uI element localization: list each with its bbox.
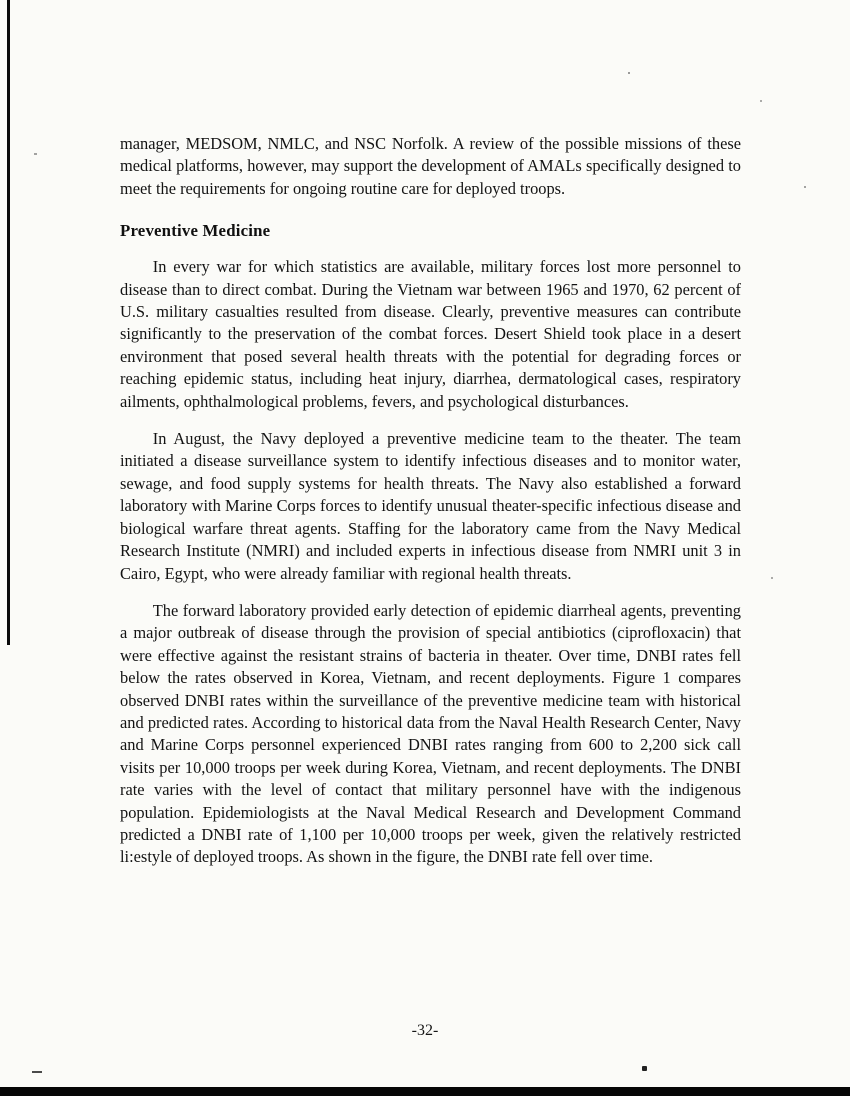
scan-artifact-speck <box>628 72 630 74</box>
document-page <box>120 133 741 869</box>
paragraph-body-1: In every war for which statistics are available, military forces lost more personnel to disease than to direct combat. During the Vietnam war between 1965 and 1970, 62 percent of U.S. military casualties resulted from disease. Clearly, preventive measures can contribute significantly to the preservation of the combat forces. Desert Shield took place in a desert environment that posed several health threats with the potential for degrading forces or reaching epidemic status, including heat injury, diarrhea, dermatological cases, respiratory ailments, ophthalmological problems, fevers, and psychological disturbances. <box>120 257 741 411</box>
section-heading: Preventive Medicine <box>120 221 271 241</box>
paragraph-body-2: In August, the Navy deployed a preventive medicine team to the theater. The team initiated a disease surveillance system to identify infectious diseases and to monitor water, sewage, and food supply systems for health threats. The Navy also established a forward laboratory with Marine Corps forces to identify unusual theater-specific infectious disease and biological warfare threat agents. Staffing for the laboratory came from the Navy Medical Research Institute (NMRI) and included experts in infectious disease from NMRI unit 3 in Cairo, Egypt, who were already familiar with regional health threats. <box>120 429 741 583</box>
scan-artifact-dot <box>642 1066 647 1071</box>
scan-artifact-speck <box>804 186 806 188</box>
scan-artifact-speck <box>34 153 37 155</box>
scan-artifact-speck <box>760 100 762 102</box>
scan-edge-bar-bottom <box>0 1087 850 1096</box>
scan-edge-line-left <box>7 0 10 645</box>
scan-artifact-speck <box>771 577 773 579</box>
scan-artifact-dash <box>32 1071 42 1073</box>
page-number: -32- <box>411 1022 439 1039</box>
paragraph-continuation: manager, MEDSOM, NMLC, and NSC Norfolk. A review of the possible missions of these medical platforms, however, may support the development of AMALs specifically designed to meet the requirements for ongoing routine care for deployed troops. <box>120 134 741 198</box>
paragraph-body-3: The forward laboratory provided early detection of epidemic diarrheal agents, preventing a major outbreak of disease through the provision of special antibiotics (ciprofloxacin) that were effective against the resistant strains of bacteria in theater. Over time, DNBI rates fell below the rates observed in Korea, Vietnam, and recent deployments. Figure 1 compares observed DNBI rates within the surveillance of the preventive medicine team with historical and predicted rates. According to historical data from the Naval Health Research Center, Navy and Marine Corps personnel experienced DNBI rates ranging from 600 to 2,200 sick call visits per 10,000 troops per week during Korea, Vietnam, and recent deployments. The DNBI rate varies with the level of contact that military personnel have with the indigenous population. Epidemiologists at the Naval Medical Research and Development Command predicted a DNBI rate of 1,100 per 10,000 troops per week, given the relatively restricted li:estyle of deployed troops. As shown in the figure, the DNBI rate fell over time. <box>120 600 741 867</box>
